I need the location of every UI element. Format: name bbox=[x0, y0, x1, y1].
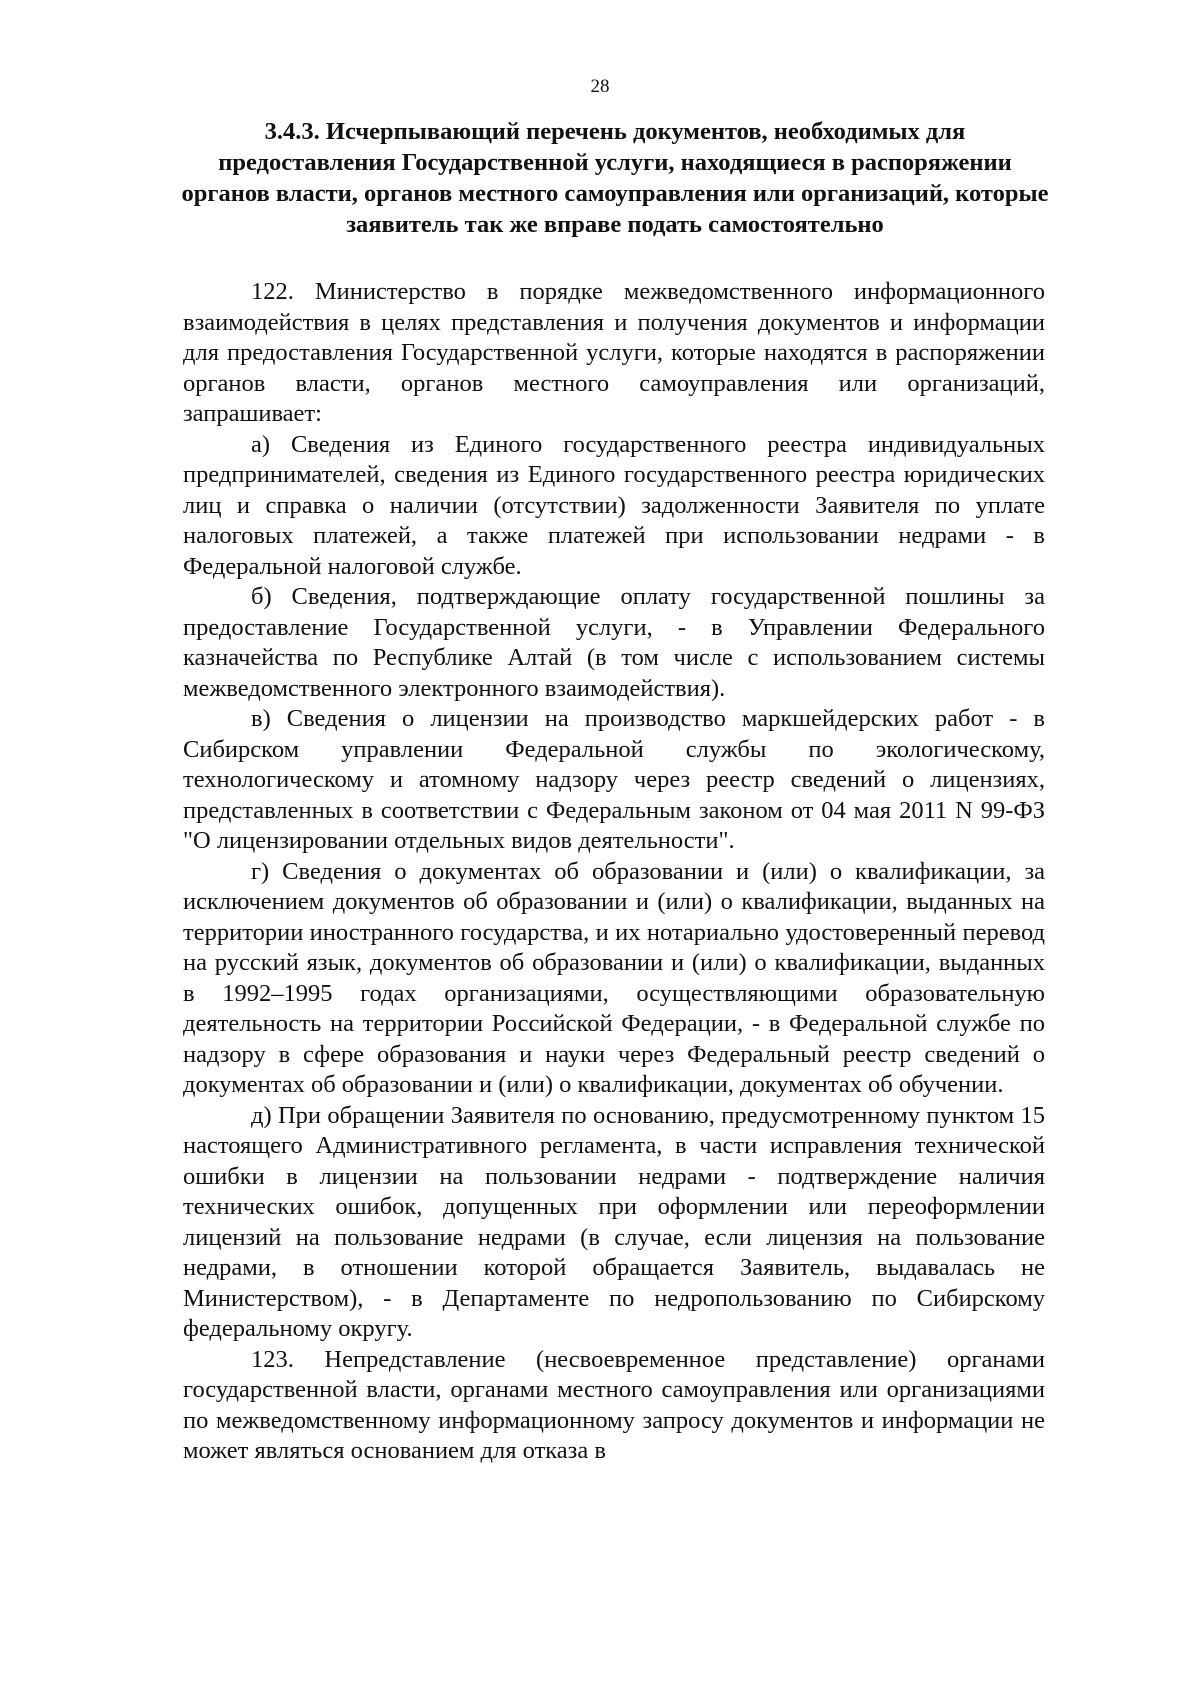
section-heading: 3.4.3. Исчерпывающий перечень документов, необходимых для предоставления Государственной услуги, находящиеся в распоряжении органов власти, органов местного самоуправления или организаций, которые заявитель так же вправе подать самостоятельно bbox=[181, 118, 1049, 238]
page-number: 28 bbox=[590, 76, 610, 97]
paragraph-122: 122. Министерство в порядке межведомственного информационного взаимодействия в целях представления и получения документов и информации для предоставления Государственной услуги, которые находятся в распоряжении органов власти, органов местного самоуправления или организаций, запрашивает: bbox=[183, 278, 1045, 427]
paragraph-item-v: в) Сведения о лицензии на производство маркшейдерских работ - в Сибирском управлении Федеральной службы по экологическому, технологическому и атомному надзору через реестр сведений о лицензиях, представленных в соответствии с Федеральным законом от 04 мая 2011 N 99-ФЗ "О лицензировании отдельных видов деятельности". bbox=[183, 705, 1045, 854]
paragraph-item-d: д) При обращении Заявителя по основанию, предусмотренному пунктом 15 настоящего Административного регламента, в части исправления технической ошибки в лицензии на пользовании недрами - подтверждение наличия технических ошибок, допущенных при оформлении или переоформлении лицензий на пользование недрами (в случае, если лицензия на пользование недрами, в отношении которой обращается Заявитель, выдавалась не Министерством), - в Департаменте по недропользованию по Сибирскому федеральному округу. bbox=[183, 1101, 1045, 1342]
paragraph-item-b: б) Сведения, подтверждающие оплату государственной пошлины за предоставление Государственной услуги, - в Управлении Федерального казначейства по Республике Алтай (в том числе с использованием системы межведомственного электронного взаимодействия). bbox=[183, 583, 1045, 702]
paragraph-item-g: г) Сведения о документах об образовании и (или) о квалификации, за исключением документов об образовании и (или) о квалификации, выданных на территории иностранного государства, и их нотариально удостоверенный перевод на русский язык, документов об образовании и (или) о квалификации, выданных в 1992–1995 годах организациями, осуществляющими образовательную деятельность на территории Российской Федерации, - в Федеральной службе по надзору в сфере образования и науки через Федеральный реестр сведений о документах об образовании и (или) о квалификации, документах об обучении. bbox=[183, 857, 1045, 1098]
document-body bbox=[183, 277, 1045, 1467]
paragraph-item-a: а) Сведения из Единого государственного реестра индивидуальных предпринимателей, сведения из Единого государственного реестра юридических лиц и справка о наличии (отсутствии) задолженности Заявителя по уплате налоговых платежей, а также платежей при использовании недрами - в Федеральной налоговой службе. bbox=[183, 430, 1045, 580]
paragraph-123: 123. Непредставление (несвоевременное представление) органами государственной власти, органами местного самоуправления или организациями по межведомственному информационному запросу документов и информации не может являться основанием для отказа в bbox=[183, 1345, 1045, 1464]
